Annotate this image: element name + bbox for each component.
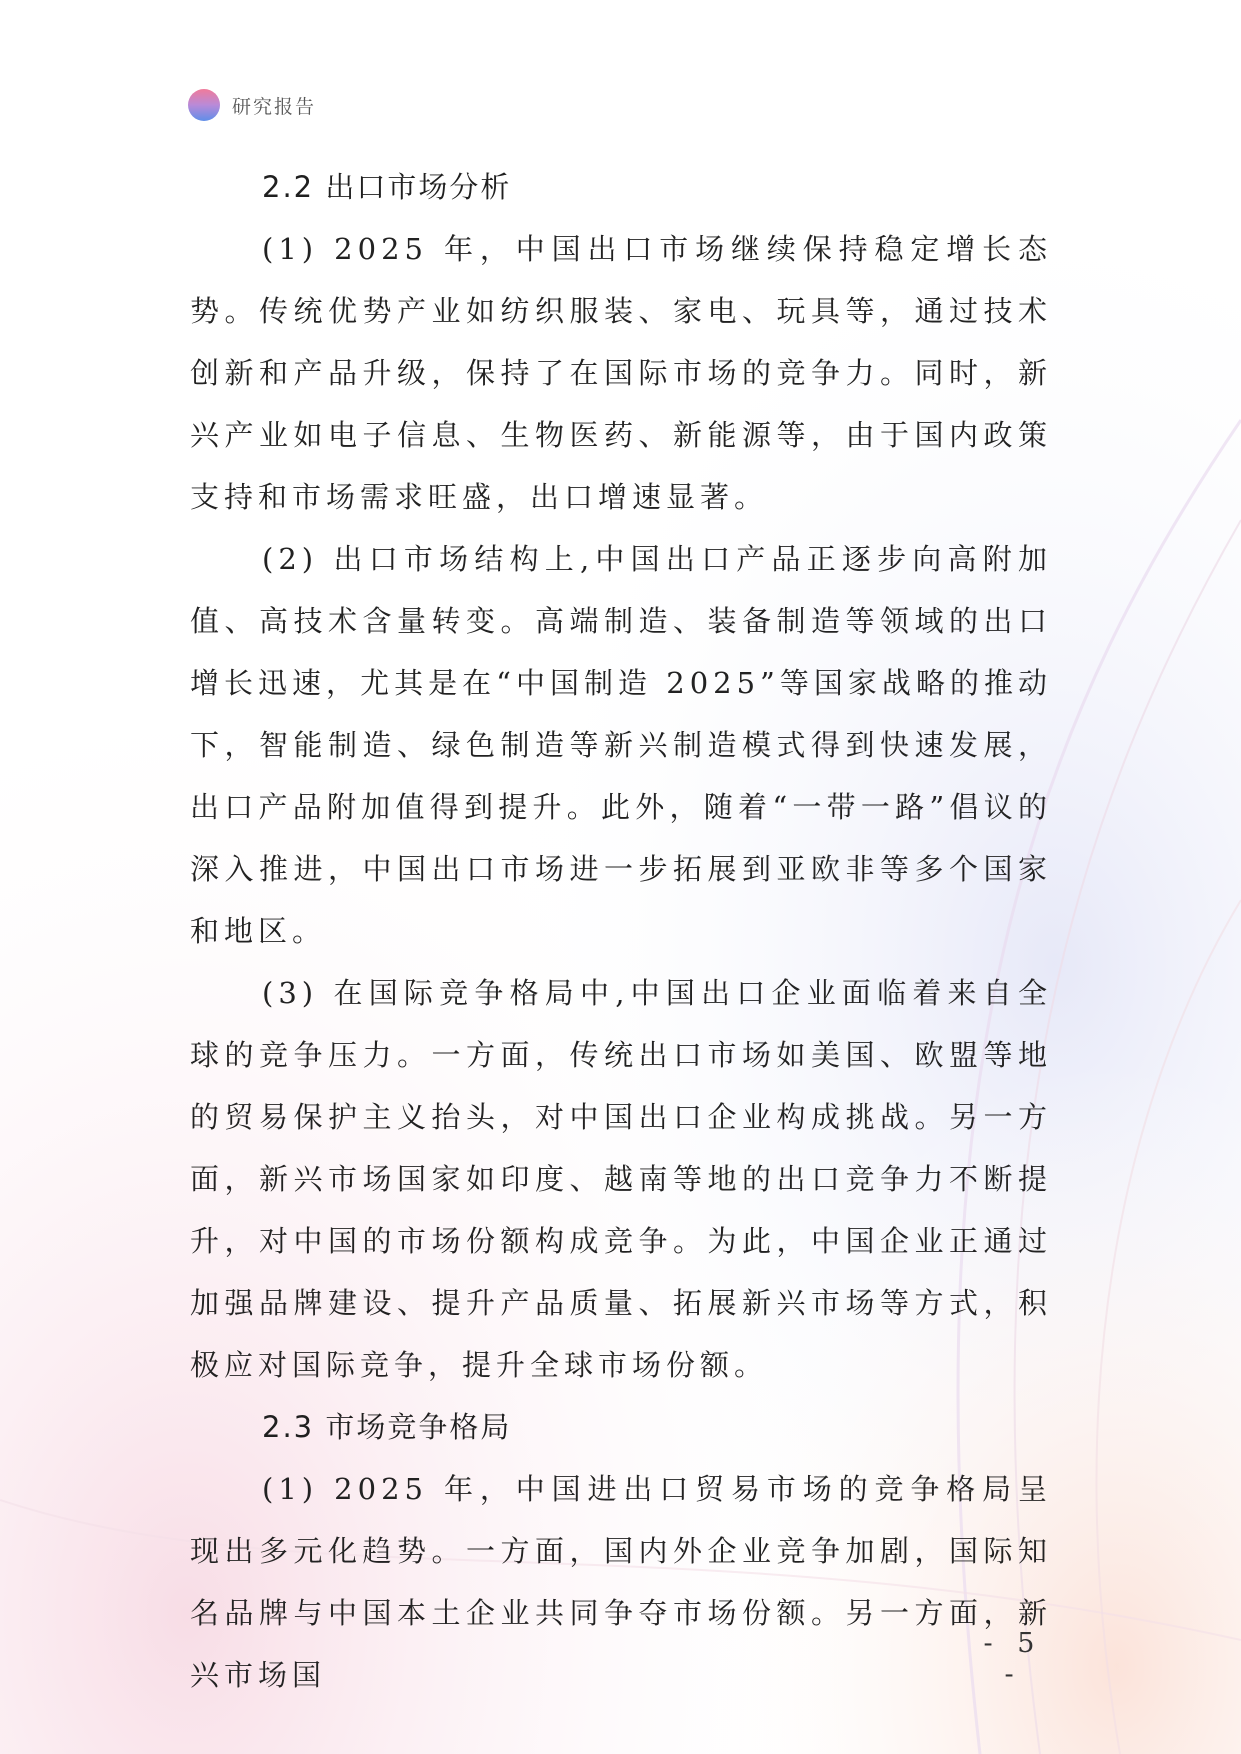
report-logo-icon bbox=[188, 89, 220, 121]
header-title: 研究报告 bbox=[232, 95, 317, 118]
paragraph: (3) 在国际竞争格局中,中国出口企业面临着来自全球的竞争压力。一方面，传统出口市场如美国、欧盟等地的贸易保护主义抬头，对中国出口企业构成挑战。另一方面，新兴市场国家如印度、越南等地的出口竞争力不断提升，对中国的市场份额构成竞争。为此，中国企业正通过加强品牌建设、提升产品质量、拓展新兴市场等方式，积极应对国际竞争，提升全球市场份额。 bbox=[190, 976, 1052, 1382]
paragraph: (1) 2025 年，中国出口市场继续保持稳定增长态势。传统优势产业如纺织服装、家电、玩具等，通过技术创新和产品升级，保持了在国际市场的竞争力。同时，新兴产业如电子信息、生物医药、新能源等，由于国内政策支持和市场需求旺盛，出口增速显著。 bbox=[190, 232, 1052, 514]
report-body bbox=[190, 156, 1052, 1706]
section-heading-export-market: 2.2 出口市场分析 bbox=[262, 170, 512, 204]
paragraph: (2) 出口市场结构上,中国出口产品正逐步向高附加值、高技术含量转变。高端制造、装备制造等领域的出口增长迅速，尤其是在“中国制造 2025”等国家战略的推动下，智能制造、绿色制造等新兴制造模式得到快速发展，出口产品附加值得到提升。此外，随着“一带一路”倡议的深入推进，中国出口市场进一步拓展到亚欧非等多个国家和地区。 bbox=[190, 542, 1052, 948]
section-heading-market-competition: 2.3 市场竞争格局 bbox=[262, 1410, 512, 1444]
page-number: - 5 - bbox=[983, 1628, 1043, 1690]
paragraph: (1) 2025 年，中国进出口贸易市场的竞争格局呈现出多元化趋势。一方面，国内外企业竞争加剧，国际知名品牌与中国本土企业共同争夺市场份额。另一方面，新兴市场国 bbox=[190, 1472, 1052, 1692]
page-header bbox=[188, 88, 316, 122]
